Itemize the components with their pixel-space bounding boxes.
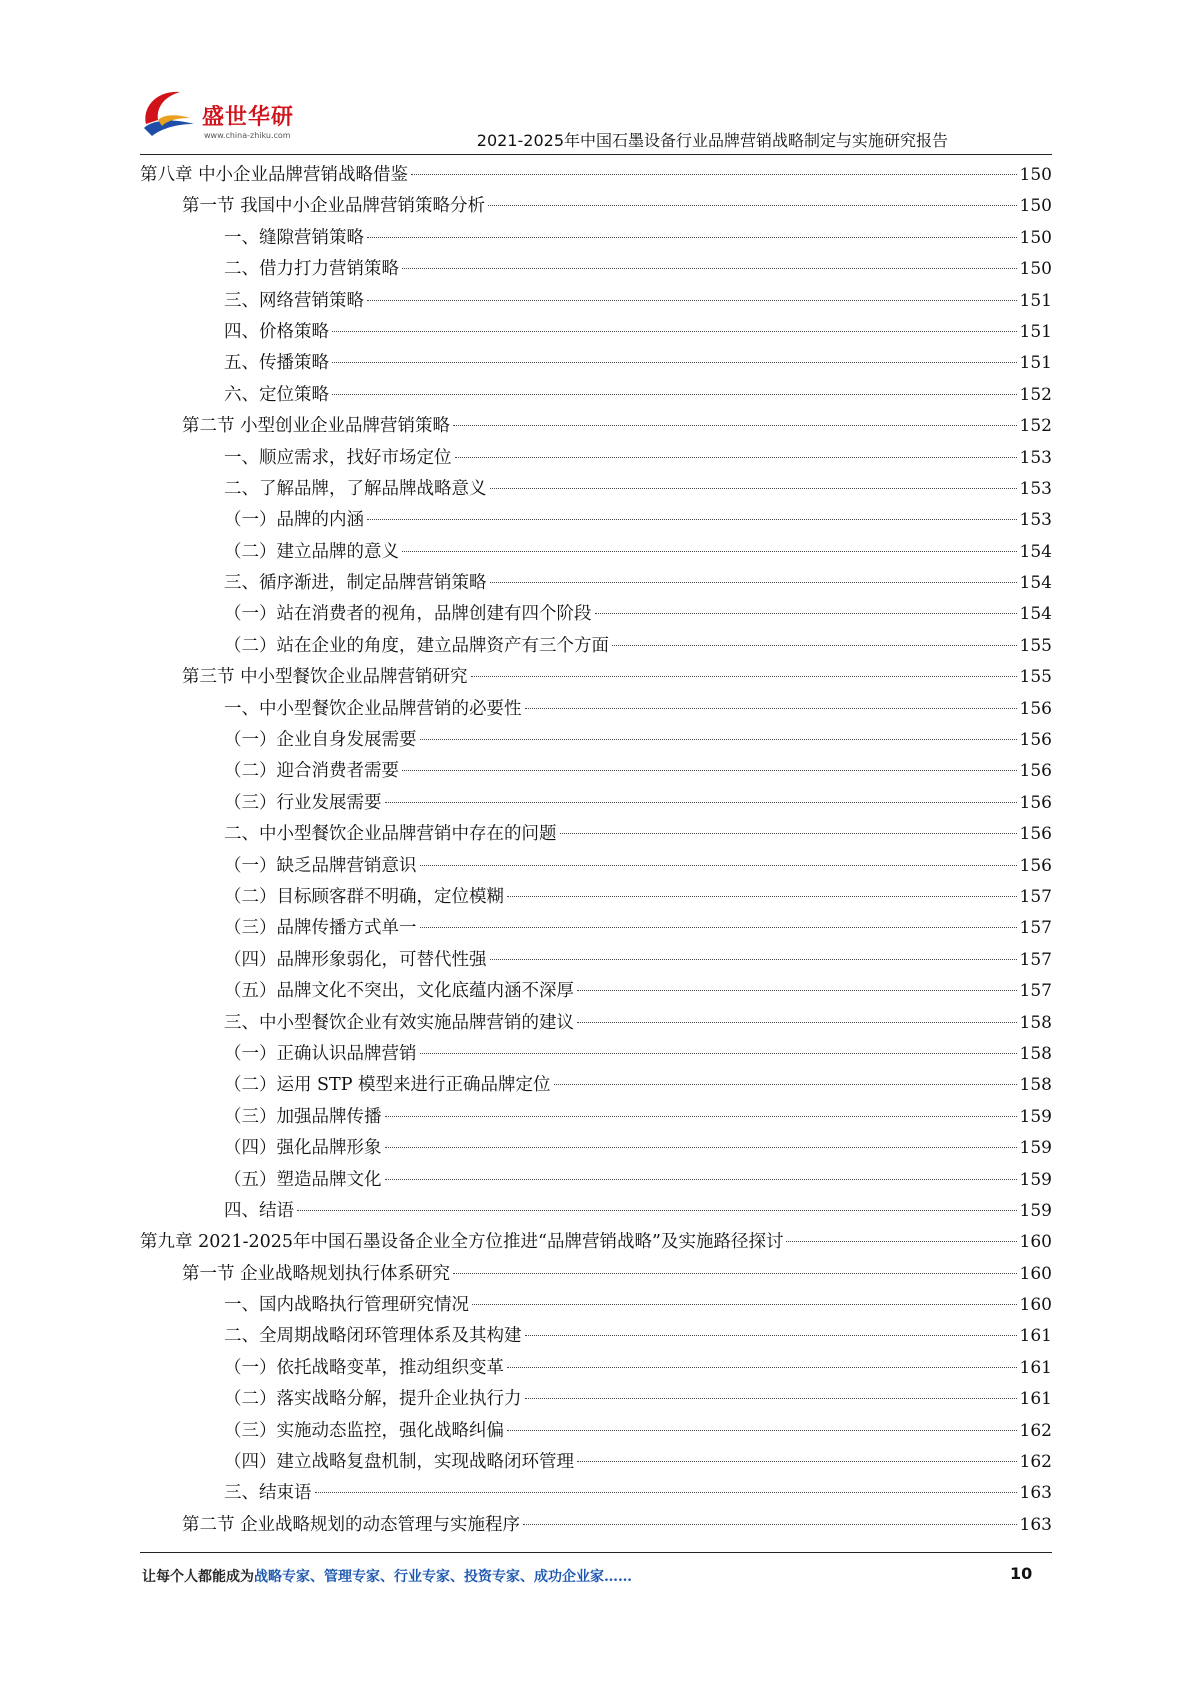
toc-entry-page: 158 <box>1019 1075 1052 1096</box>
toc-entry-page: 163 <box>1019 1514 1052 1535</box>
toc-entry-title: 二、了解品牌，了解品牌战略意义 <box>224 478 487 499</box>
toc-dot-leader <box>367 299 1017 301</box>
logo-url: www.china-zhiku.com <box>204 131 291 140</box>
toc-entry-page: 159 <box>1019 1200 1052 1221</box>
toc-entry[interactable] <box>140 851 1052 882</box>
footer-divider <box>140 1552 1052 1553</box>
toc-dot-leader <box>488 204 1016 206</box>
toc-entry[interactable] <box>140 191 1052 222</box>
toc-dot-leader <box>332 393 1017 395</box>
toc-entry[interactable] <box>140 1259 1052 1290</box>
toc-entry[interactable] <box>140 725 1052 756</box>
toc-entry-page: 150 <box>1019 259 1052 280</box>
toc-dot-leader <box>490 581 1017 583</box>
toc-entry-title: 四、结语 <box>224 1200 294 1221</box>
toc-entry-page: 156 <box>1019 824 1052 845</box>
toc-entry-title: （一）正确认识品牌营销 <box>224 1043 417 1064</box>
toc-entry-page: 152 <box>1019 416 1052 437</box>
toc-entry-title: 二、中小型餐饮企业品牌营销中存在的问题 <box>224 824 557 845</box>
toc-dot-leader <box>577 1460 1017 1462</box>
toc-dot-leader <box>554 1083 1017 1085</box>
toc-entry-title: 三、网络营销策略 <box>224 290 364 311</box>
toc-entry[interactable] <box>140 1102 1052 1133</box>
toc-entry-page: 161 <box>1019 1357 1052 1378</box>
toc-entry-page: 153 <box>1019 510 1052 531</box>
toc-dot-leader <box>595 612 1017 614</box>
toc-entry[interactable] <box>140 411 1052 442</box>
toc-entry-page: 157 <box>1019 918 1052 939</box>
toc-entry[interactable] <box>140 819 1052 850</box>
toc-entry-title: （二）站在企业的角度，建立品牌资产有三个方面 <box>224 635 609 656</box>
toc-entry-page: 156 <box>1019 855 1052 876</box>
toc-entry-title: （四）品牌形象弱化，可替代性强 <box>224 949 487 970</box>
toc-entry-title: 一、顺应需求，找好市场定位 <box>224 447 452 468</box>
toc-entry-page: 153 <box>1019 447 1052 468</box>
toc-entry-page: 158 <box>1019 1043 1052 1064</box>
toc-dot-leader <box>577 989 1017 991</box>
toc-dot-leader <box>332 361 1017 363</box>
toc-dot-leader <box>402 769 1017 771</box>
toc-entry-page: 159 <box>1019 1138 1052 1159</box>
logo-mark-icon <box>138 84 200 140</box>
toc-entry[interactable] <box>140 1196 1052 1227</box>
toc-entry[interactable] <box>140 568 1052 599</box>
toc-entry-title: （一）依托战略变革，推动组织变革 <box>224 1357 504 1378</box>
toc-entry-title: （一）品牌的内涵 <box>224 510 364 531</box>
toc-dot-leader <box>471 675 1017 677</box>
toc-entry-page: 157 <box>1019 981 1052 1002</box>
toc-entry-page: 163 <box>1019 1483 1052 1504</box>
toc-entry-title: （二）落实战略分解，提升企业执行力 <box>224 1389 522 1410</box>
toc-entry-page: 156 <box>1019 698 1052 719</box>
toc-entry-title: 五、传播策略 <box>224 353 329 374</box>
toc-entry-title: 第二节 小型创业企业品牌营销策略 <box>182 416 451 437</box>
toc-entry-title: （一）缺乏品牌营销意识 <box>224 855 417 876</box>
toc-entry[interactable] <box>140 1478 1052 1509</box>
toc-entry-page: 156 <box>1019 792 1052 813</box>
toc-dot-leader <box>402 267 1017 269</box>
toc-dot-leader <box>367 236 1017 238</box>
toc-entry[interactable] <box>140 286 1052 317</box>
toc-entry-page: 150 <box>1019 227 1052 248</box>
toc-entry[interactable] <box>140 1384 1052 1415</box>
toc-entry-title: （一）企业自身发展需要 <box>224 730 417 751</box>
toc-dot-leader <box>385 801 1017 803</box>
toc-entry[interactable] <box>140 1227 1052 1258</box>
toc-dot-leader <box>507 1366 1017 1368</box>
company-logo <box>138 84 308 144</box>
toc-entry-title: 二、借力打力营销策略 <box>224 259 399 280</box>
toc-entry[interactable] <box>140 443 1052 474</box>
toc-entry-page: 155 <box>1019 667 1052 688</box>
toc-entry-page: 155 <box>1019 635 1052 656</box>
toc-entry[interactable] <box>140 474 1052 505</box>
toc-dot-leader <box>490 958 1017 960</box>
toc-entry-page: 150 <box>1019 196 1052 217</box>
page-number: 10 <box>1010 1564 1033 1583</box>
toc-entry-page: 151 <box>1019 290 1052 311</box>
toc-entry-title: （一）站在消费者的视角，品牌创建有四个阶段 <box>224 604 592 625</box>
toc-entry-title: 第一节 我国中小企业品牌营销策略分析 <box>182 196 486 217</box>
toc-entry[interactable] <box>140 1165 1052 1196</box>
toc-entry[interactable] <box>140 1290 1052 1321</box>
toc-entry-page: 159 <box>1019 1169 1052 1190</box>
toc-dot-leader <box>297 1209 1017 1211</box>
toc-entry[interactable] <box>140 945 1052 976</box>
toc-entry[interactable] <box>140 254 1052 285</box>
toc-entry[interactable] <box>140 599 1052 630</box>
toc-entry-title: 三、中小型餐饮企业有效实施品牌营销的建议 <box>224 1012 574 1033</box>
toc-entry-title: 一、国内战略执行管理研究情况 <box>224 1295 469 1316</box>
toc-dot-leader <box>420 1052 1017 1054</box>
toc-entry-title: （二）目标顾客群不明确，定位模糊 <box>224 886 504 907</box>
toc-entry[interactable] <box>140 505 1052 536</box>
toc-entry-page: 154 <box>1019 604 1052 625</box>
toc-entry-title: 第二节 企业战略规划的动态管理与实施程序 <box>182 1514 521 1535</box>
toc-entry[interactable] <box>140 1321 1052 1352</box>
toc-dot-leader <box>525 1397 1017 1399</box>
toc-entry-title: 第一节 企业战略规划执行体系研究 <box>182 1263 451 1284</box>
toc-dot-leader <box>315 1491 1017 1493</box>
toc-entry[interactable] <box>140 1416 1052 1447</box>
toc-entry-title: 三、循序渐进，制定品牌营销策略 <box>224 573 487 594</box>
toc-entry-page: 151 <box>1019 321 1052 342</box>
toc-entry[interactable] <box>140 1353 1052 1384</box>
toc-entry-title: （五）塑造品牌文化 <box>224 1169 382 1190</box>
toc-dot-leader <box>560 832 1017 834</box>
toc-entry-page: 156 <box>1019 761 1052 782</box>
toc-dot-leader <box>490 487 1017 489</box>
toc-dot-leader <box>453 424 1016 426</box>
toc-entry-title: （四）建立战略复盘机制，实现战略闭环管理 <box>224 1452 574 1473</box>
toc-entry-page: 150 <box>1019 165 1052 185</box>
toc-entry-title: 一、缝隙营销策略 <box>224 227 364 248</box>
toc-entry-page: 160 <box>1019 1232 1052 1253</box>
toc-entry[interactable] <box>140 976 1052 1007</box>
toc-entry-title: 三、结束语 <box>224 1483 312 1504</box>
toc-entry-page: 151 <box>1019 353 1052 374</box>
toc-entry[interactable] <box>140 913 1052 944</box>
table-of-contents <box>140 160 1052 1541</box>
toc-entry-title: （三）品牌传播方式单一 <box>224 918 417 939</box>
toc-entry-page: 156 <box>1019 730 1052 751</box>
toc-entry-title: 一、中小型餐饮企业品牌营销的必要性 <box>224 698 522 719</box>
toc-entry-page: 153 <box>1019 478 1052 499</box>
toc-entry[interactable] <box>140 788 1052 819</box>
toc-entry-page: 157 <box>1019 886 1052 907</box>
footer-slogan <box>142 1566 632 1586</box>
toc-dot-leader <box>453 1272 1016 1274</box>
toc-dot-leader <box>420 926 1017 928</box>
toc-dot-leader <box>577 1021 1017 1023</box>
toc-entry[interactable] <box>140 348 1052 379</box>
toc-dot-leader <box>385 1178 1017 1180</box>
toc-entry[interactable] <box>140 1008 1052 1039</box>
toc-dot-leader <box>420 738 1017 740</box>
toc-dot-leader <box>612 644 1017 646</box>
toc-entry[interactable] <box>140 1447 1052 1478</box>
toc-entry-title: 第三节 中小型餐饮企业品牌营销研究 <box>182 667 468 688</box>
toc-dot-leader <box>472 1303 1017 1305</box>
toc-entry-title: （四）强化品牌形象 <box>224 1138 382 1159</box>
footer-slogan-highlight: 战略专家、管理专家、行业专家、投资专家、成功企业家…… <box>254 1569 632 1585</box>
toc-entry-page: 154 <box>1019 573 1052 594</box>
toc-dot-leader <box>420 864 1017 866</box>
toc-dot-leader <box>525 707 1017 709</box>
toc-entry[interactable] <box>140 380 1052 411</box>
toc-dot-leader <box>507 1429 1017 1431</box>
toc-dot-leader <box>332 330 1017 332</box>
toc-dot-leader <box>402 550 1017 552</box>
toc-dot-leader <box>385 1146 1017 1148</box>
toc-entry-title: （三）行业发展需要 <box>224 792 382 813</box>
toc-entry[interactable] <box>140 537 1052 568</box>
toc-dot-leader <box>411 173 1016 175</box>
toc-entry[interactable] <box>140 1133 1052 1164</box>
toc-entry[interactable] <box>140 1510 1052 1541</box>
toc-entry-title: 第九章 2021-2025年中国石墨设备企业全方位推进“品牌营销战略”及实施路径探讨 <box>140 1232 784 1253</box>
toc-entry-page: 159 <box>1019 1106 1052 1127</box>
toc-dot-leader <box>525 1334 1017 1336</box>
toc-entry[interactable] <box>140 1070 1052 1101</box>
toc-entry-title: （三）加强品牌传播 <box>224 1106 382 1127</box>
toc-entry-page: 162 <box>1019 1452 1052 1473</box>
toc-entry[interactable] <box>140 756 1052 787</box>
toc-entry[interactable] <box>140 662 1052 693</box>
toc-dot-leader <box>523 1523 1016 1525</box>
toc-entry-page: 160 <box>1019 1295 1052 1316</box>
toc-entry[interactable] <box>140 317 1052 348</box>
toc-entry-title: （五）品牌文化不突出，文化底蕴内涵不深厚 <box>224 981 574 1002</box>
toc-entry-page: 160 <box>1019 1263 1052 1284</box>
toc-entry-page: 152 <box>1019 384 1052 405</box>
toc-dot-leader <box>455 456 1017 458</box>
toc-entry[interactable] <box>140 694 1052 725</box>
toc-entry-page: 154 <box>1019 541 1052 562</box>
toc-entry-page: 162 <box>1019 1420 1052 1441</box>
toc-entry-title: （三）实施动态监控，强化战略纠偏 <box>224 1420 504 1441</box>
toc-dot-leader <box>385 1115 1017 1117</box>
toc-entry-title: （二）建立品牌的意义 <box>224 541 399 562</box>
toc-dot-leader <box>367 518 1017 520</box>
footer-slogan-prefix: 让每个人都能成为 <box>142 1569 254 1585</box>
toc-entry[interactable] <box>140 882 1052 913</box>
toc-entry-title: （二）运用 STP 模型来进行正确品牌定位 <box>224 1075 551 1096</box>
toc-dot-leader <box>507 895 1017 897</box>
toc-dot-leader <box>786 1240 1016 1242</box>
logo-name: 盛世华研 <box>202 105 295 130</box>
toc-entry[interactable] <box>140 223 1052 254</box>
toc-entry-page: 158 <box>1019 1012 1052 1033</box>
toc-entry-title: （二）迎合消费者需要 <box>224 761 399 782</box>
toc-entry-title: 四、价格策略 <box>224 321 329 342</box>
toc-entry-page: 161 <box>1019 1326 1052 1347</box>
header-divider <box>140 154 1052 155</box>
document-title: 2021-2025年中国石墨设备行业品牌营销战略制定与实施研究报告 <box>476 131 948 150</box>
toc-entry[interactable] <box>140 1039 1052 1070</box>
toc-entry-page: 157 <box>1019 949 1052 970</box>
toc-entry-page: 161 <box>1019 1389 1052 1410</box>
toc-entry-title: 二、全周期战略闭环管理体系及其构建 <box>224 1326 522 1347</box>
toc-entry[interactable] <box>140 160 1052 191</box>
toc-entry-title: 第八章 中小企业品牌营销战略借鉴 <box>140 165 409 185</box>
toc-entry-title: 六、定位策略 <box>224 384 329 405</box>
toc-entry[interactable] <box>140 631 1052 662</box>
